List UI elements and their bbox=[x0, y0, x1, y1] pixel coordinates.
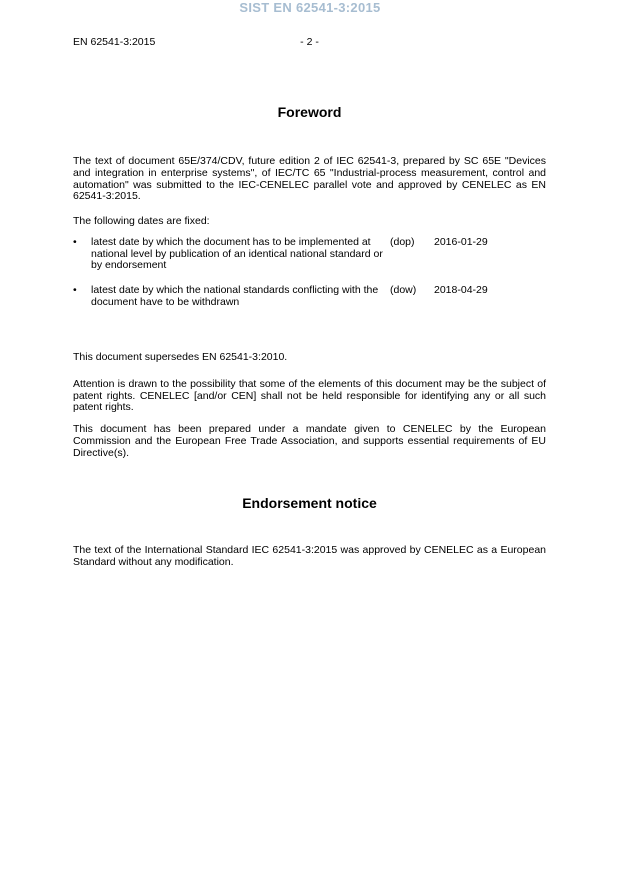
bullet-item-dop bbox=[73, 237, 546, 273]
bullet-icon: • bbox=[73, 284, 77, 297]
dates-intro: The following dates are fixed: bbox=[73, 215, 210, 227]
bullet-text: latest date by which the national standards conflicting with the document have to be withdrawn bbox=[91, 284, 379, 309]
bullet-text: latest date by which the document has to be implemented at national level by publication of an identical national standard or by endorsement bbox=[91, 235, 383, 272]
watermark-text: SIST EN 62541-3:2015 bbox=[239, 0, 381, 15]
bullet-date: 2018-04-29 bbox=[434, 284, 488, 297]
bullet-tag: (dop) bbox=[390, 235, 415, 248]
bullet-item-dow bbox=[73, 285, 546, 309]
bullet-icon: • bbox=[73, 235, 77, 248]
mandate-paragraph: This document has been prepared under a mandate given to CENELEC by the European Commission and the European Free Trade Association, and supports essential requirements of EU Directive(s). bbox=[73, 423, 546, 459]
foreword-paragraph-1: The text of document 65E/374/CDV, future edition 2 of IEC 62541-3, prepared by SC 65E "Devices and integration in enterprise systems", of IEC/TC 65 "Industrial-process measurement, control and automation" was submitted to the IEC-CENELEC parallel vote and approved by CENELEC as EN 62541-3:2015. bbox=[73, 155, 546, 203]
page-header bbox=[73, 0, 546, 48]
spacer bbox=[73, 322, 546, 352]
supersedes-paragraph: This document supersedes EN 62541-3:2010. bbox=[73, 351, 288, 364]
dates-bullet-list bbox=[73, 237, 546, 309]
patent-paragraph: Attention is drawn to the possibility that some of the elements of this document may be the subject of patent rights. CENELEC [and/or CEN] shall not be held responsible for identifying any or all such patent rights. bbox=[73, 377, 546, 414]
bullet-date: 2016-01-29 bbox=[434, 235, 488, 248]
foreword-title: Foreword bbox=[277, 104, 342, 120]
endorsement-title: Endorsement notice bbox=[242, 495, 377, 512]
page-number: - 2 - bbox=[300, 36, 319, 48]
doc-number: EN 62541-3:2015 bbox=[73, 36, 156, 48]
endorsement-paragraph: The text of the International Standard IEC 62541-3:2015 was approved by CENELEC as a European Standard without any modification. bbox=[73, 544, 546, 569]
bullet-tag: (dow) bbox=[390, 284, 417, 297]
